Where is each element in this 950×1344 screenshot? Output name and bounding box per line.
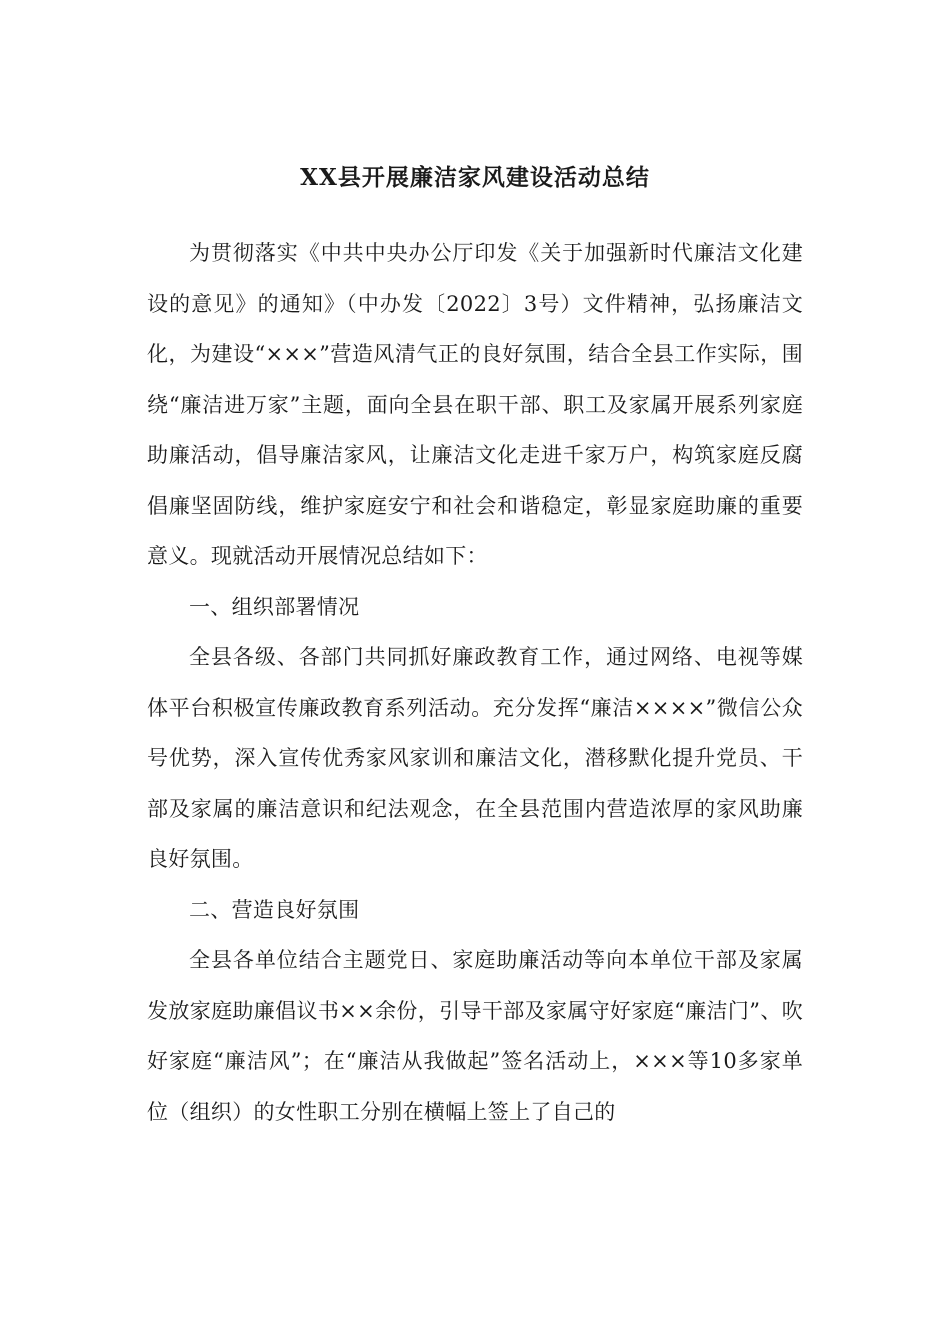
section-2-paragraph: 全县各单位结合主题党日、家庭助廉活动等向本单位干部及家属发放家庭助廉倡议书××余份，引导干部及家属守好家庭“廉洁门”、吹好家庭“廉洁风”；在“廉洁从我做起”签名活动上，×××等10多家单位（组织）的女性职工分别在横幅上签上了自己的 — [147, 948, 803, 1124]
section-1-heading: 一、组织部署情况 — [189, 594, 360, 619]
intro-paragraph: 为贯彻落实《中共中央办公厅印发《关于加强新时代廉洁文化建设的意见》的通知》（中办发〔2022〕3号）文件精神，弘扬廉洁文化，为建设“×××”营造风清气正的良好氛围，结合全县工作实际，围绕“廉洁进万家”主题，面向全县在职干部、职工及家属开展系列家庭助廉活动，倡导廉洁家风，让廉洁文化走进千家万户，构筑家庭反腐倡廉坚固防线，维护家庭安宁和社会和谐稳定，彰显家庭助廉的重要意义。现就活动开展情况总结如下： — [147, 241, 803, 568]
document-title: XX县开展廉洁家风建设活动总结 — [300, 164, 650, 191]
section-1-paragraph: 全县各级、各部门共同抓好廉政教育工作，通过网络、电视等媒体平台积极宣传廉政教育系列活动。充分发挥“廉洁××××”微信公众号优势，深入宣传优秀家风家训和廉洁文化，潜移默化提升党员、干部及家属的廉洁意识和纪法观念，在全县范围内营造浓厚的家风助廉良好氛围。 — [147, 645, 803, 871]
section-2-heading: 二、营造良好氛围 — [189, 897, 360, 922]
document-body — [147, 228, 803, 1137]
